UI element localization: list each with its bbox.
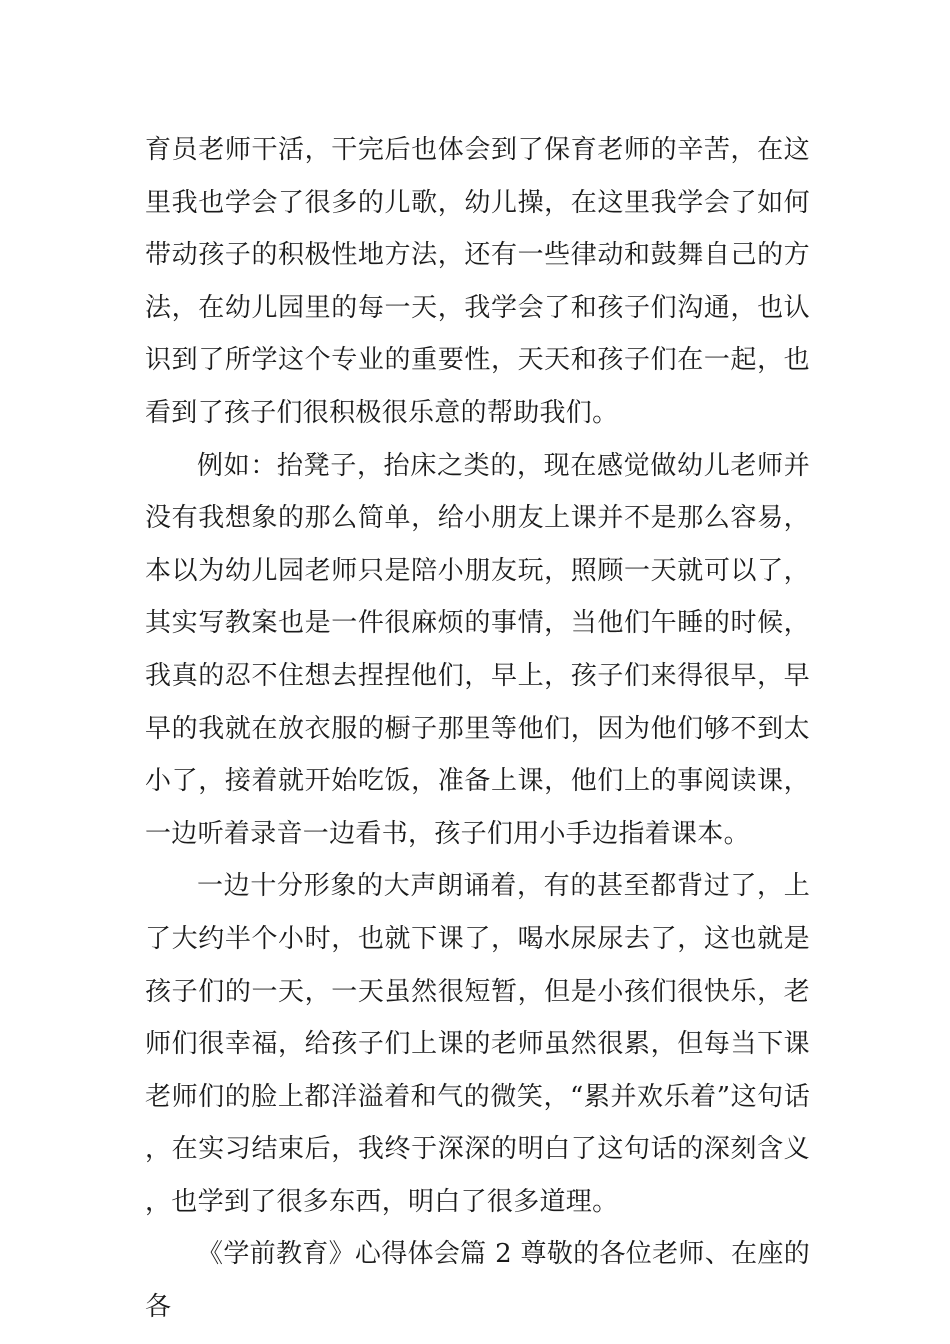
- paragraph-1: 育员老师干活，干完后也体会到了保育老师的辛苦，在这里我也学会了很多的儿歌，幼儿操，在这里我学会了如何带动孩子的积极性地方法，还有一些律动和鼓舞自己的方法，在幼儿园里的每一天，我学会了和孩子们沟通，也认识到了所学这个专业的重要性，天天和孩子们在一起，也看到了孩子们很积极很乐意的帮助我们。: [145, 135, 810, 428]
- paragraph-2: 例如：抬凳子，抬床之类的，现在感觉做幼儿老师并没有我想象的那么简单，给小朋友上课并不是那么容易，本以为幼儿园老师只是陪小朋友玩，照顾一天就可以了，其实写教案也是一件很麻烦的事情，当他们午睡的时候，我真的忍不住想去捏捏他们，早上，孩子们来得很早，早早的我就在放衣服的橱子那里等他们，因为他们够不到太小了，接着就开始吃饭，准备上课，他们上的事阅读课，一边听着录音一边看书，孩子们用小手边指着课本。: [145, 450, 810, 849]
- paragraph-4: 《学前教育》心得体会篇 2 尊敬的各位老师、在座的各: [145, 1239, 810, 1323]
- document-body: [145, 124, 810, 1334]
- paragraph-3: 一边十分形象的大声朗诵着，有的甚至都背过了，上了大约半个小时，也就下课了，喝水尿尿去了，这也就是孩子们的一天，一天虽然很短暂，但是小孩们很快乐，老师们很幸福，给孩子们上课的老师虽然很累，但每当下课老师们的脸上都洋溢着和气的微笑，“累并欢乐着”这句话，在实习结束后，我终于深深的明白了这句话的深刻含义，也学到了很多东西，明白了很多道理。: [145, 871, 810, 1217]
